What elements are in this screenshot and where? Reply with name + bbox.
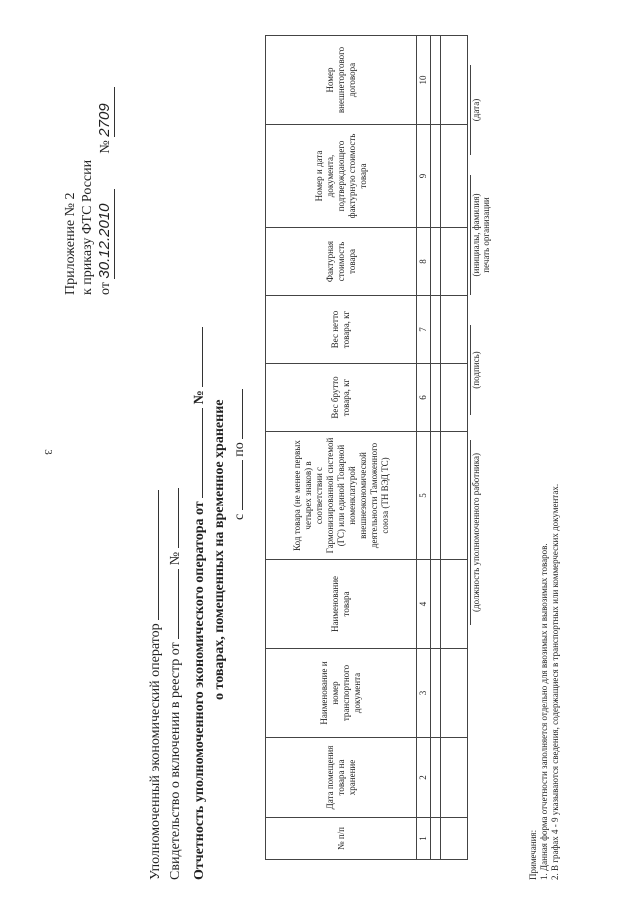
position-line: (должность уполномоченного работника) bbox=[470, 440, 481, 625]
table-cell bbox=[441, 364, 468, 432]
table-row bbox=[441, 36, 468, 860]
signature-sign bbox=[470, 325, 481, 415]
col-num-10: 10 bbox=[417, 36, 431, 125]
signature-line: (подпись) bbox=[470, 325, 481, 415]
col-num-7: 7 bbox=[417, 296, 431, 364]
notes-title: Примечания: bbox=[528, 829, 538, 880]
col-num-4: 4 bbox=[417, 560, 431, 649]
col-num-1: 1 bbox=[417, 818, 431, 860]
period-to-label: по bbox=[232, 442, 247, 457]
table-row bbox=[431, 36, 441, 860]
signature-position bbox=[470, 440, 481, 625]
page-number: 3 bbox=[42, 449, 54, 455]
col-header-5: Код товара (не менее первых четырех знаков) в соответствии с Гармонизированной системой (ГС) или единой Товарной номенклатурой внешнеэкономической деятельности Таможенного союза (ТН ВЭД ТС) bbox=[266, 432, 417, 560]
operator-line bbox=[148, 490, 164, 880]
note-item-1: 1. Данная форма отчетности заполняется отдельно для ввозимых и вывозимых товаров. bbox=[539, 543, 549, 880]
certificate-number-sign: № bbox=[168, 551, 183, 566]
col-header-7: Вес нетто товара, кг bbox=[266, 296, 417, 364]
col-header-2: Дата помещения товара на хранение bbox=[266, 738, 417, 818]
appendix-number-field bbox=[96, 87, 115, 137]
appendix-date-prefix: от bbox=[98, 282, 113, 295]
table-cell bbox=[431, 125, 441, 228]
col-num-3: 3 bbox=[417, 649, 431, 738]
date-line: (дата) bbox=[470, 65, 481, 155]
certificate-line bbox=[168, 488, 184, 880]
table-cell bbox=[441, 296, 468, 364]
table-cell bbox=[441, 649, 468, 738]
period-to-blank bbox=[242, 389, 243, 439]
appendix-number-prefix: № bbox=[98, 140, 113, 154]
col-header-8: Фактурная стоимость товара bbox=[266, 228, 417, 296]
table-cell bbox=[431, 432, 441, 560]
table-cell bbox=[441, 36, 468, 125]
col-header-6: Вес брутто товара, кг bbox=[266, 364, 417, 432]
table-cell bbox=[431, 296, 441, 364]
table-cell bbox=[431, 738, 441, 818]
report-table bbox=[265, 35, 468, 860]
table-cell bbox=[431, 364, 441, 432]
certificate-number-blank bbox=[178, 488, 179, 548]
appendix-block bbox=[62, 87, 115, 295]
col-num-2: 2 bbox=[417, 738, 431, 818]
stamp-label: печать организации bbox=[481, 197, 491, 273]
operator-blank bbox=[158, 490, 159, 620]
period-from-label: с bbox=[232, 513, 247, 520]
initials-line: (инициалы, фамилия) bbox=[470, 175, 481, 295]
col-header-9: Номер и дата документа, подтверждающего фактурную стоимость товара bbox=[266, 125, 417, 228]
col-num-5: 5 bbox=[417, 432, 431, 560]
col-num-9: 9 bbox=[417, 125, 431, 228]
certificate-label: Свидетельство о включении в реестр от bbox=[168, 642, 183, 880]
table-cell bbox=[441, 818, 468, 860]
table-cell bbox=[431, 36, 441, 125]
col-header-10: Номер внешнеторгового договора bbox=[266, 36, 417, 125]
operator-label: Уполномоченный экономический оператор bbox=[148, 623, 163, 880]
table-header-row bbox=[266, 36, 417, 860]
period-line bbox=[232, 389, 248, 520]
table-cell bbox=[441, 738, 468, 818]
table-cell bbox=[441, 560, 468, 649]
appendix-order: к приказу ФТС России bbox=[80, 159, 95, 295]
report-title-line1 bbox=[192, 327, 208, 880]
table-cell bbox=[431, 560, 441, 649]
col-num-6: 6 bbox=[417, 364, 431, 432]
report-title: Отчетность уполномоченного экономического оператора от bbox=[192, 501, 207, 880]
col-num-8: 8 bbox=[417, 228, 431, 296]
table-cell bbox=[441, 432, 468, 560]
table-cell bbox=[441, 125, 468, 228]
report-date-blank bbox=[202, 408, 203, 498]
table-cell bbox=[431, 649, 441, 738]
table-cell bbox=[441, 228, 468, 296]
appendix-date-field bbox=[96, 189, 115, 279]
table-cell bbox=[431, 228, 441, 296]
report-number-sign: № bbox=[192, 390, 207, 405]
notes-block bbox=[528, 484, 561, 880]
col-header-1: № п/п bbox=[266, 818, 417, 860]
table-number-row bbox=[417, 36, 431, 860]
appendix-date-line bbox=[96, 87, 115, 295]
signature-date bbox=[470, 65, 481, 155]
note-item-2: 2. В графах 4 - 9 указываются сведения, содержащиеся в транспортных или коммерческих документах. bbox=[550, 483, 560, 880]
signature-initials bbox=[470, 175, 491, 295]
col-header-4: Наименование товара bbox=[266, 560, 417, 649]
col-header-3: Наименование и номер транспортного документа bbox=[266, 649, 417, 738]
appendix-number: 2709 bbox=[96, 103, 113, 137]
period-from-blank bbox=[242, 460, 243, 510]
certificate-date-blank bbox=[178, 569, 179, 639]
appendix-title: Приложение № 2 bbox=[63, 192, 78, 295]
appendix-date: 30.12.2010 bbox=[96, 203, 113, 279]
report-title-line2: о товарах, помещенных на временное хранение bbox=[212, 399, 227, 700]
report-number-blank bbox=[202, 327, 203, 387]
table-cell bbox=[431, 818, 441, 860]
